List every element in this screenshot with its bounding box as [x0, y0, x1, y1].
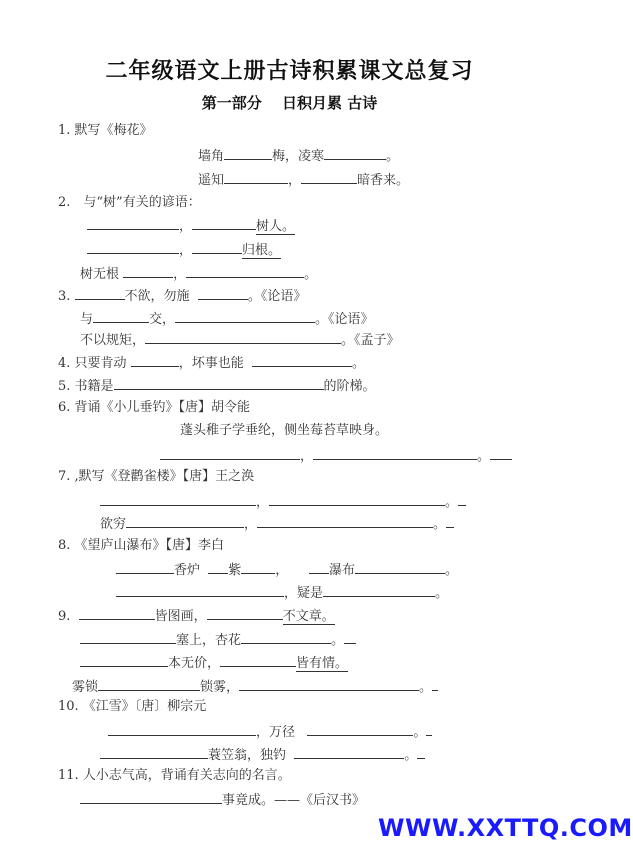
q7-line2 [100, 514, 454, 534]
q8-text-6: ，疑是 [284, 586, 324, 601]
q9-line2 [80, 630, 356, 650]
q11-blank[interactable] [80, 790, 222, 804]
q6-trailing-line [490, 446, 512, 460]
q2-comma-1: ， [179, 219, 193, 234]
q3-line1-end: 。《论语》 [247, 289, 307, 304]
q3-blank-2[interactable] [198, 286, 248, 300]
q10-blank-2[interactable] [307, 722, 413, 736]
q2-line2 [87, 240, 281, 260]
q2-line3 [80, 264, 317, 284]
q1-text-d: 遥知 [198, 173, 225, 188]
q3-line2 [80, 309, 374, 329]
q8-blank-5[interactable] [355, 560, 445, 574]
q11-line [80, 790, 365, 810]
q4-line [58, 353, 365, 373]
q5-text-1: 5. 书籍是 [58, 379, 114, 394]
q1-text-e: ， [288, 173, 302, 188]
q1-blank-1[interactable] [224, 146, 272, 160]
q8-blank-3[interactable] [241, 560, 275, 574]
q2-blank-5[interactable] [123, 264, 173, 278]
q8-line1 [116, 560, 458, 580]
q8-text-2: 紫 [228, 563, 242, 578]
q6-given-line: 蓬头稚子学垂纶，侧坐莓苔草映身。 [180, 423, 389, 438]
q7-end-1: 。 [445, 495, 459, 510]
q10-line2-end: 。 [404, 748, 418, 763]
q9-blank-2[interactable] [207, 606, 283, 620]
q9-line4-start: 雾锁 [72, 680, 99, 695]
q2-line1-end: 树人。 [256, 219, 296, 234]
q1-text-f: 暗香来。 [357, 173, 410, 188]
q4-text-1: 4. 只要肯动 [58, 356, 127, 371]
q2-blank-6[interactable] [186, 264, 304, 278]
q3-blank-3[interactable] [93, 309, 149, 323]
q10-trailing-1 [426, 722, 432, 736]
q1-line2 [198, 170, 409, 190]
q3-line3 [80, 330, 400, 350]
q7-blank-4[interactable] [257, 514, 433, 528]
q3-line2-start: 与 [80, 312, 94, 327]
q6-line2 [160, 446, 512, 466]
q5-text-2: 的阶梯。 [323, 379, 376, 394]
q3-line3-start: 不以规矩， [80, 333, 146, 348]
q9-line3-mid: 本无价， [168, 656, 221, 671]
q7-line1 [100, 492, 466, 512]
q1-line1 [198, 146, 399, 166]
q3-number: 3. [58, 289, 71, 304]
q10-line1-end: 。 [413, 725, 427, 740]
site-watermark: WWW.XXTTQ.COM [378, 814, 633, 842]
q9-line3 [80, 653, 348, 673]
q1-text-a: 墙角 [198, 149, 225, 164]
q10-blank-4[interactable] [294, 745, 404, 759]
q2-blank-2[interactable] [192, 216, 256, 230]
q10-trailing-2 [417, 745, 425, 759]
q8-text-3: ， [275, 563, 289, 578]
q2-end-3: 。 [304, 267, 318, 282]
q10-heading: 10. 《江雪》〔唐〕柳宗元 [58, 699, 207, 714]
q8-blank-6[interactable] [116, 583, 284, 597]
q10-line2 [100, 745, 425, 765]
q8-heading: 8. 《望庐山瀑布》【唐】李白 [58, 538, 225, 553]
q3-blank-4[interactable] [175, 309, 315, 323]
q9-blank-4[interactable] [241, 630, 331, 644]
q9-line1 [58, 606, 335, 626]
q10-blank-1[interactable] [108, 722, 256, 736]
q10-line1-mid: ，万径 [256, 725, 296, 740]
q7-trailing-1 [458, 492, 466, 506]
q7-comma-2: ， [244, 517, 258, 532]
q9-blank-5[interactable] [80, 653, 168, 667]
q6-heading: 6. 背诵《小儿垂钓》【唐】胡令能 [58, 400, 251, 415]
q8-line2 [116, 583, 448, 603]
q9-trailing-4 [432, 677, 438, 691]
section-subtitle: 第一部分 日积月累 古诗 [201, 94, 378, 112]
q3-blank-1[interactable] [75, 286, 125, 300]
q6-blank-1[interactable] [160, 446, 300, 460]
q9-line1-mid: 皆图画， [154, 609, 207, 624]
q10-line1 [108, 722, 432, 742]
q2-blank-3[interactable] [87, 240, 179, 254]
q8-blank-1[interactable] [116, 560, 174, 574]
q9-line4-end: 。 [419, 680, 433, 695]
q10-blank-3[interactable] [100, 745, 208, 759]
q2-line1 [87, 216, 295, 236]
q9-number: 9. [58, 609, 71, 624]
q4-text-2: ，坏事也能 [178, 356, 244, 371]
q6-blank-2[interactable] [313, 446, 477, 460]
q7-line2-start: 欲穷 [100, 517, 127, 532]
q10-line2-mid: 蓑笠翁，独钓 [208, 748, 287, 763]
q8-blank-7[interactable] [323, 583, 435, 597]
q1-text-c: 。 [386, 149, 400, 164]
q9-line4 [72, 677, 438, 697]
q3-line1-mid: 不欲，勿施 [124, 289, 190, 304]
q8-text-1: 香炉 [174, 563, 201, 578]
q1-blank-3[interactable] [224, 170, 288, 184]
q2-line3-start: 树无根 [80, 267, 120, 282]
q3-blank-5[interactable] [145, 330, 341, 344]
q3-line2-mid: 交， [149, 312, 176, 327]
q9-line1-end: 不文章。 [282, 609, 335, 624]
q9-blank-1[interactable] [79, 606, 155, 620]
q9-trailing-2 [344, 630, 356, 644]
q5-line [58, 376, 376, 396]
q1-heading: 1. 默写《梅花》 [58, 123, 153, 138]
q9-blank-3[interactable] [80, 630, 176, 644]
q8-text-7: 。 [435, 586, 449, 601]
q4-blank-2[interactable] [252, 353, 352, 367]
q1-blank-4[interactable] [301, 170, 357, 184]
q2-blank-1[interactable] [87, 216, 179, 230]
q2-line2-end: 归根。 [242, 243, 282, 258]
q9-blank-7[interactable] [98, 677, 200, 691]
q3-line3-end: 。《孟子》 [341, 333, 400, 348]
q8-blank-4[interactable] [309, 560, 329, 574]
q4-end: 。 [351, 356, 365, 371]
q3-line1 [58, 286, 306, 306]
q7-blank-1[interactable] [100, 492, 256, 506]
q3-line2-end: 。《论语》 [315, 312, 374, 327]
q8-text-5: 。 [445, 563, 459, 578]
q5-blank[interactable] [114, 376, 324, 390]
q2-comma-3: ， [173, 267, 187, 282]
q9-line4-mid: 锁雾， [200, 680, 240, 695]
q7-blank-2[interactable] [269, 492, 445, 506]
q9-line2-end: 。 [331, 633, 345, 648]
q9-line3-end: 皆有情。 [296, 656, 349, 671]
q1-blank-2[interactable] [324, 146, 386, 160]
q7-end-2: 。 [433, 517, 447, 532]
q2-heading: 2. 与“树”有关的谚语： [58, 195, 201, 210]
q6-end: 。 [477, 449, 491, 464]
q7-trailing-2 [446, 514, 454, 528]
q9-blank-6[interactable] [220, 653, 296, 667]
q8-text-4: 瀑布 [328, 563, 355, 578]
q9-blank-8[interactable] [239, 677, 419, 691]
q7-heading: 7. ,默写《登鹳雀楼》【唐】王之涣 [58, 469, 255, 484]
q11-end: 事竟成。——《后汉书》 [222, 793, 366, 808]
q2-comma-2: ， [179, 243, 193, 258]
q1-text-b: 梅，凌寒 [272, 149, 325, 164]
q2-blank-4[interactable] [192, 240, 242, 254]
q9-line2-mid: 塞上，杏花 [176, 633, 242, 648]
page-title: 二年级语文上册古诗积累课文总复习 [105, 59, 474, 84]
q7-comma-1: ， [256, 495, 270, 510]
q7-blank-3[interactable] [126, 514, 244, 528]
q6-comma: ， [300, 449, 314, 464]
q8-blank-2[interactable] [208, 560, 228, 574]
q4-blank-1[interactable] [131, 353, 179, 367]
q11-heading: 11. 人小志气高，背诵有关志向的名言。 [58, 768, 291, 783]
